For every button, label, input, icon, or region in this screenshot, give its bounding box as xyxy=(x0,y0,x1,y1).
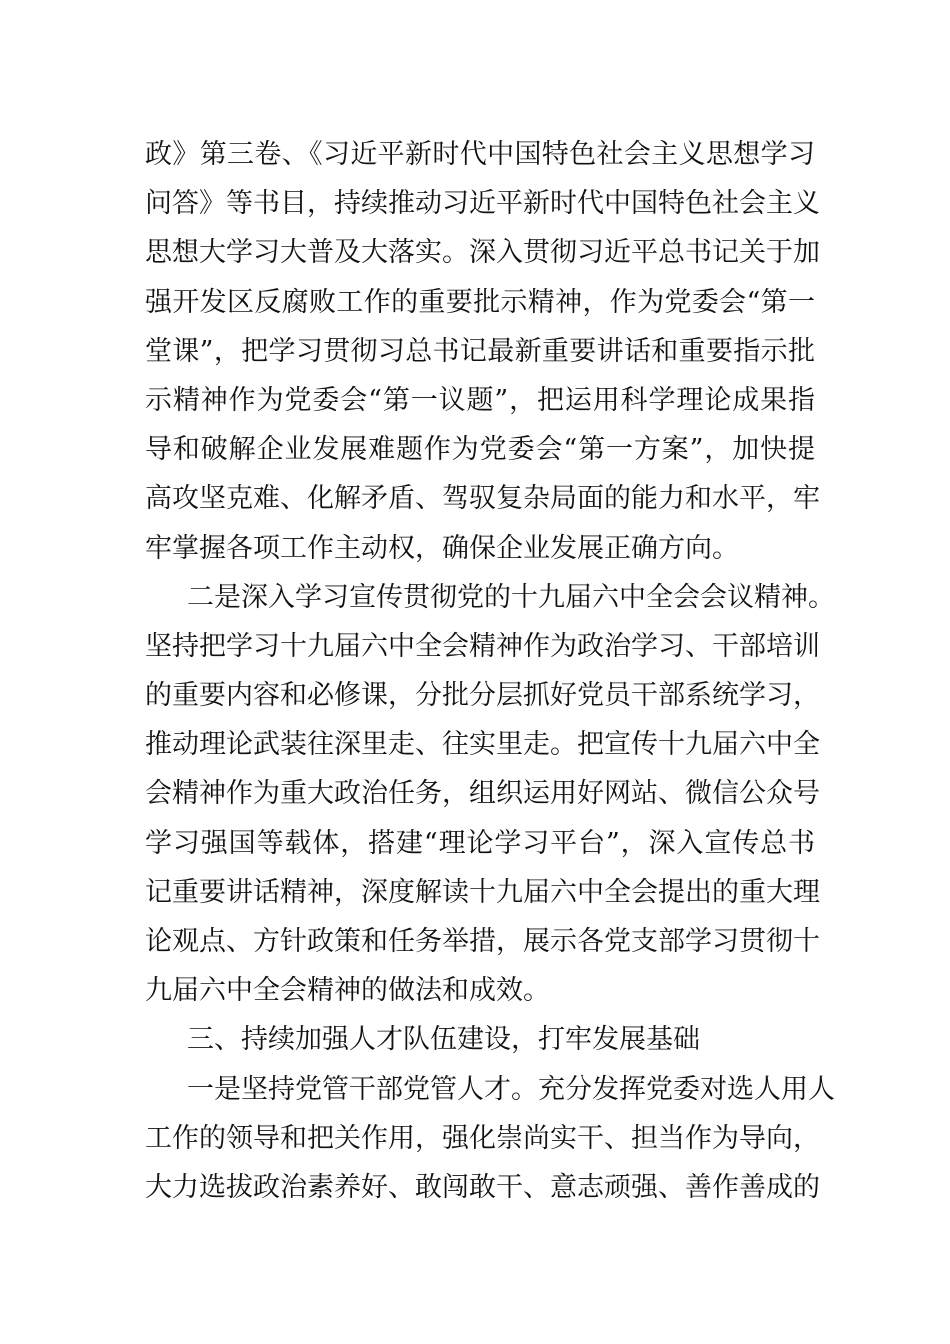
text-line: 牢掌握各项工作主动权，确保企业发展正确方向。 xyxy=(145,532,739,564)
text-line: 坚持把学习十九届六中全会精神作为政治学习、干部培训 xyxy=(145,630,820,662)
text-line: 问答》等书目，持续推动习近平新时代中国特色社会主义 xyxy=(145,188,820,220)
text-line: 示精神作为党委会“第一议题”，把运用科学理论成果指 xyxy=(145,384,815,416)
paragraph-1 xyxy=(145,130,820,573)
text-line: 政》第三卷、《习近平新时代中国特色社会主义思想学习 xyxy=(145,139,815,170)
heading-text: 三、持续加强人才队伍建设，打牢发展基础 xyxy=(187,1024,700,1056)
text-line: 导和破解企业发展难题作为党委会“第一方案”，加快提 xyxy=(145,434,815,466)
text-line: 思想大学习大普及大落实。深入贯彻习近平总书记关于加 xyxy=(145,237,820,269)
text-line: 高攻坚克难、化解矛盾、驾驭复杂局面的能力和水平，牢 xyxy=(145,483,820,515)
text-line: 会精神作为重大政治任务，组织运用好网站、微信公众号 xyxy=(145,778,820,810)
text-line: 二是深入学习宣传贯彻党的十九届六中全会会议精神。 xyxy=(187,581,835,613)
text-line: 大力选拔政治素养好、敢闯敢干、意志顽强、善作善成的 xyxy=(145,1171,820,1203)
text-line: 工作的领导和把关作用，强化崇尚实干、担当作为导向， xyxy=(145,1122,820,1154)
text-line: 记重要讲话精神，深度解读十九届六中全会提出的重大理 xyxy=(145,876,820,908)
text-line: 堂课”，把学习贯彻习总书记最新重要讲话和重要指示批 xyxy=(145,335,815,367)
text-line: 论观点、方针政策和任务举措，展示各党支部学习贯彻十 xyxy=(145,926,820,957)
paragraph-2 xyxy=(145,573,835,1016)
paragraph-3 xyxy=(145,1065,835,1213)
text-line: 的重要内容和必修课，分批分层抓好党员干部系统学习， xyxy=(145,680,820,712)
text-line: 一是坚持党管干部党管人才。充分发挥党委对选人用人 xyxy=(187,1073,835,1105)
text-line: 九届六中全会精神的做法和成效。 xyxy=(145,975,550,1007)
text-line: 强开发区反腐败工作的重要批示精神，作为党委会“第一 xyxy=(145,286,815,318)
document-body xyxy=(145,130,835,1212)
section-heading xyxy=(145,1015,815,1064)
text-line: 推动理论武装往深里走、往实里走。把宣传十九届六中全 xyxy=(145,729,820,761)
text-line: 学习强国等载体，搭建“理论学习平台”，深入宣传总书 xyxy=(145,827,815,859)
